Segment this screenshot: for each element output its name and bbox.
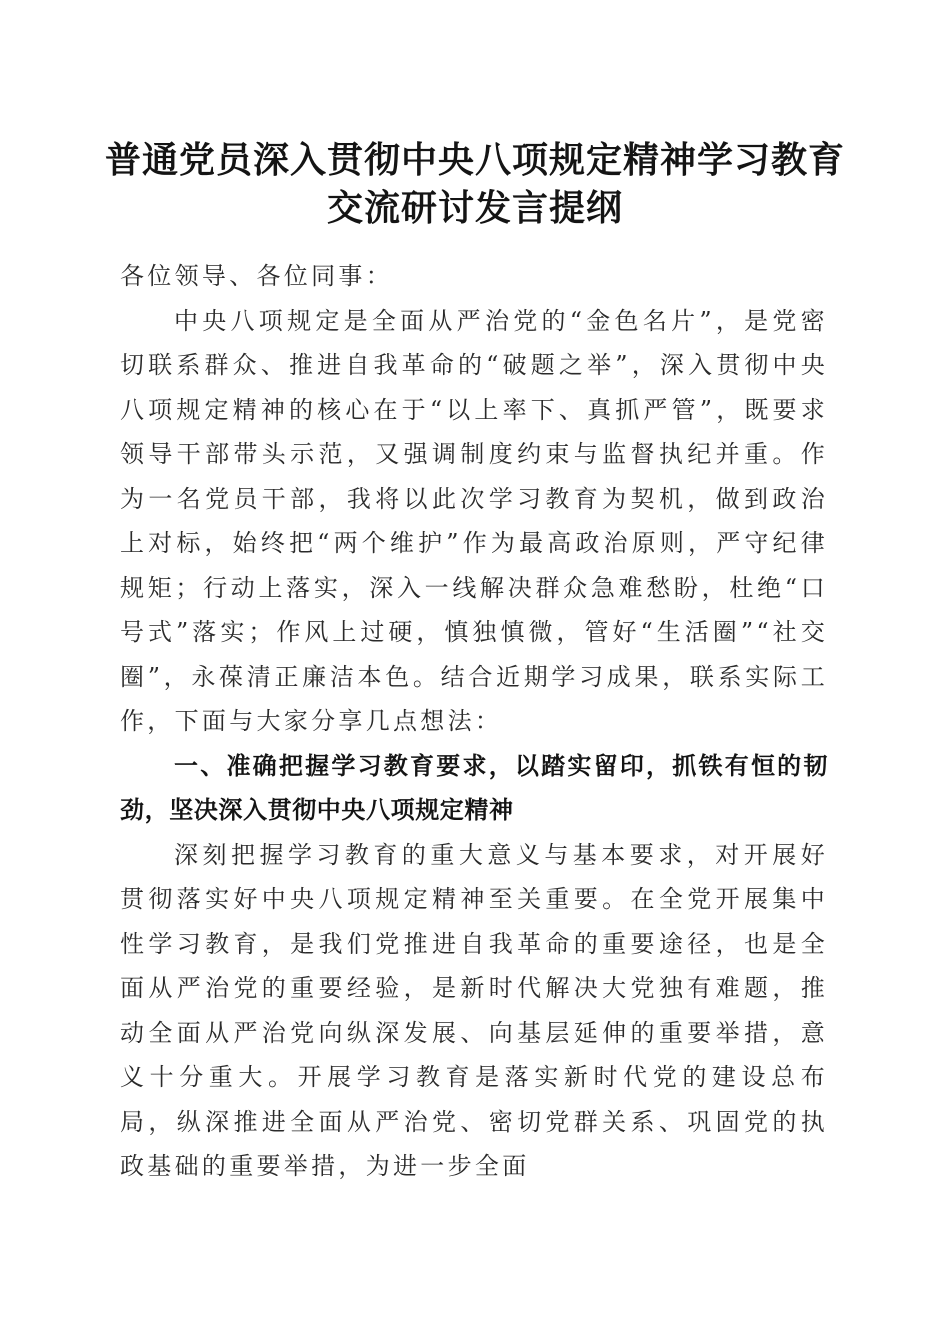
section-paragraph-1: 深刻把握学习教育的重大意义与基本要求，对开展好贯彻落实好中央八项规定精神至关重要。在全党开展集中性学习教育，是我们党推进自我革命的重要途径，也是全面从严治党的重要经验，是新时代解决大党独有难题，推动全面从严治党向纵深发展、向基层延伸的重要举措，意义十分重大。开展学习教育是落实新时代党的建设总布局，纵深推进全面从严治党、密切党群关系、巩固党的执政基础的重要举措，为进一步全面 [120, 840, 828, 1180]
document-title [100, 136, 850, 232]
section-heading-1: 一、准确把握学习教育要求，以踏实留印，抓铁有恒的韧劲，坚决深入贯彻中央八项规定精神 [120, 751, 828, 824]
title-line-1: 普通党员深入贯彻中央八项规定精神学习教育 [104, 139, 845, 181]
document-body [120, 254, 828, 1189]
intro-paragraph: 中央八项规定是全面从严治党的“金色名片”，是党密切联系群众、推进自我革命的“破题之举”，深入贯彻中央八项规定精神的核心在于“以上率下、真抓严管”，既要求领导干部带头示范，又强调制度约束与监督执纪并重。作为一名党员干部，我将以此次学习教育为契机，做到政治上对标，始终把“两个维护”作为最高政治原则，严守纪律规矩；行动上落实，深入一线解决群众急难愁盼，杜绝“口号式”落实；作风上过硬，慎独慎微，管好“生活圈”“社交圈”，永葆清正廉洁本色。结合近期学习成果，联系实际工作，下面与大家分享几点想法： [120, 306, 828, 735]
salutation: 各位领导、各位同事： [120, 262, 393, 290]
title-line-2: 交流研讨发言提纲 [326, 187, 623, 229]
